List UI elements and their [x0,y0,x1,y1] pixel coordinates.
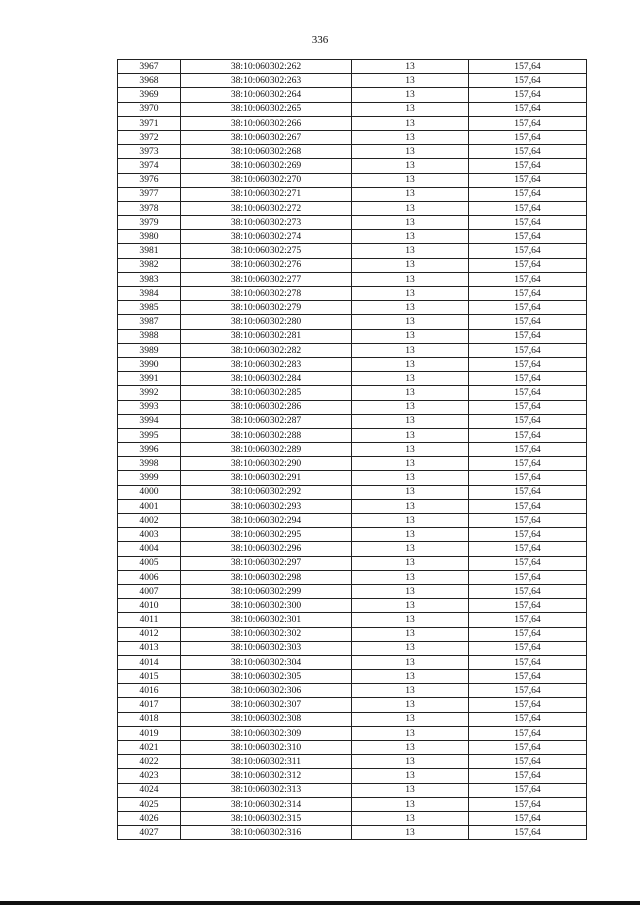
table-row [118,485,587,499]
row-number-cell: 4023 [118,769,181,783]
table-row [118,116,587,130]
table-row [118,514,587,528]
cadastral-number-cell: 38:10:060302:280 [181,315,352,329]
table-row [118,386,587,400]
row-number-cell: 3981 [118,244,181,258]
value-cell: 157,64 [469,811,587,825]
cadastral-number-cell: 38:10:060302:288 [181,428,352,442]
value-cell: 157,64 [469,414,587,428]
row-number-cell: 3983 [118,272,181,286]
row-number-cell: 3970 [118,102,181,116]
cadastral-number-cell: 38:10:060302:306 [181,684,352,698]
cadastral-number-cell: 38:10:060302:273 [181,216,352,230]
value-cell: 157,64 [469,230,587,244]
value-cell: 157,64 [469,514,587,528]
cadastral-number-cell: 38:10:060302:284 [181,372,352,386]
value-cell: 157,64 [469,584,587,598]
cadastral-number-cell: 38:10:060302:303 [181,641,352,655]
table-row [118,627,587,641]
table-row [118,499,587,513]
scan-edge [0,901,640,905]
value-cell: 157,64 [469,457,587,471]
count-cell: 13 [352,301,469,315]
row-number-cell: 3982 [118,258,181,272]
cadastral-number-cell: 38:10:060302:286 [181,400,352,414]
row-number-cell: 4004 [118,542,181,556]
table-row [118,244,587,258]
row-number-cell: 4025 [118,797,181,811]
row-number-cell: 4001 [118,499,181,513]
table-row [118,74,587,88]
count-cell: 13 [352,400,469,414]
count-cell: 13 [352,130,469,144]
count-cell: 13 [352,74,469,88]
count-cell: 13 [352,556,469,570]
row-number-cell: 4022 [118,755,181,769]
count-cell: 13 [352,443,469,457]
cadastral-number-cell: 38:10:060302:263 [181,74,352,88]
table-row [118,357,587,371]
cadastral-number-cell: 38:10:060302:290 [181,457,352,471]
value-cell: 157,64 [469,287,587,301]
cadastral-number-cell: 38:10:060302:265 [181,102,352,116]
cadastral-number-cell: 38:10:060302:262 [181,60,352,74]
table-row [118,797,587,811]
cadastral-number-cell: 38:10:060302:301 [181,613,352,627]
count-cell: 13 [352,655,469,669]
table-row [118,783,587,797]
table-row [118,599,587,613]
row-number-cell: 3984 [118,287,181,301]
row-number-cell: 3998 [118,457,181,471]
row-number-cell: 4005 [118,556,181,570]
value-cell: 157,64 [469,272,587,286]
table-row [118,130,587,144]
row-number-cell: 3971 [118,116,181,130]
count-cell: 13 [352,428,469,442]
value-cell: 157,64 [469,88,587,102]
value-cell: 157,64 [469,386,587,400]
cadastral-table [117,59,587,840]
table-row [118,471,587,485]
count-cell: 13 [352,599,469,613]
cadastral-number-cell: 38:10:060302:285 [181,386,352,400]
cadastral-number-cell: 38:10:060302:295 [181,528,352,542]
count-cell: 13 [352,670,469,684]
table-row [118,145,587,159]
page-number: 336 [311,34,329,46]
row-number-cell: 3990 [118,357,181,371]
row-number-cell: 4024 [118,783,181,797]
value-cell: 157,64 [469,329,587,343]
count-cell: 13 [352,542,469,556]
cadastral-number-cell: 38:10:060302:305 [181,670,352,684]
count-cell: 13 [352,88,469,102]
count-cell: 13 [352,414,469,428]
count-cell: 13 [352,471,469,485]
count-cell: 13 [352,797,469,811]
row-number-cell: 3992 [118,386,181,400]
row-number-cell: 4017 [118,698,181,712]
cadastral-number-cell: 38:10:060302:299 [181,584,352,598]
table-row [118,641,587,655]
count-cell: 13 [352,570,469,584]
value-cell: 157,64 [469,216,587,230]
count-cell: 13 [352,159,469,173]
table-row [118,570,587,584]
row-number-cell: 4011 [118,613,181,627]
value-cell: 157,64 [469,698,587,712]
value-cell: 157,64 [469,485,587,499]
value-cell: 157,64 [469,528,587,542]
count-cell: 13 [352,258,469,272]
count-cell: 13 [352,329,469,343]
cadastral-number-cell: 38:10:060302:272 [181,201,352,215]
table-row [118,60,587,74]
count-cell: 13 [352,499,469,513]
table-row [118,826,587,840]
table-row [118,173,587,187]
table-row [118,811,587,825]
value-cell: 157,64 [469,769,587,783]
row-number-cell: 3999 [118,471,181,485]
cadastral-number-cell: 38:10:060302:304 [181,655,352,669]
cadastral-number-cell: 38:10:060302:287 [181,414,352,428]
value-cell: 157,64 [469,173,587,187]
row-number-cell: 3988 [118,329,181,343]
cadastral-number-cell: 38:10:060302:279 [181,301,352,315]
row-number-cell: 4018 [118,712,181,726]
value-cell: 157,64 [469,684,587,698]
count-cell: 13 [352,528,469,542]
cadastral-number-cell: 38:10:060302:292 [181,485,352,499]
value-cell: 157,64 [469,741,587,755]
count-cell: 13 [352,216,469,230]
count-cell: 13 [352,116,469,130]
count-cell: 13 [352,726,469,740]
row-number-cell: 4026 [118,811,181,825]
cadastral-number-cell: 38:10:060302:300 [181,599,352,613]
table-row [118,457,587,471]
cadastral-number-cell: 38:10:060302:314 [181,797,352,811]
row-number-cell: 4014 [118,655,181,669]
cadastral-number-cell: 38:10:060302:282 [181,343,352,357]
value-cell: 157,64 [469,116,587,130]
table-row [118,670,587,684]
cadastral-number-cell: 38:10:060302:275 [181,244,352,258]
table-row [118,88,587,102]
row-number-cell: 3967 [118,60,181,74]
row-number-cell: 4019 [118,726,181,740]
cadastral-number-cell: 38:10:060302:281 [181,329,352,343]
cadastral-number-cell: 38:10:060302:270 [181,173,352,187]
row-number-cell: 4010 [118,599,181,613]
value-cell: 157,64 [469,670,587,684]
count-cell: 13 [352,826,469,840]
cadastral-number-cell: 38:10:060302:278 [181,287,352,301]
table-row [118,584,587,598]
count-cell: 13 [352,60,469,74]
count-cell: 13 [352,627,469,641]
value-cell: 157,64 [469,130,587,144]
value-cell: 157,64 [469,499,587,513]
value-cell: 157,64 [469,826,587,840]
row-number-cell: 3991 [118,372,181,386]
row-number-cell: 4002 [118,514,181,528]
cadastral-number-cell: 38:10:060302:294 [181,514,352,528]
table-row [118,329,587,343]
cadastral-number-cell: 38:10:060302:267 [181,130,352,144]
value-cell: 157,64 [469,712,587,726]
table-row [118,726,587,740]
value-cell: 157,64 [469,542,587,556]
count-cell: 13 [352,272,469,286]
value-cell: 157,64 [469,60,587,74]
count-cell: 13 [352,343,469,357]
cadastral-number-cell: 38:10:060302:296 [181,542,352,556]
value-cell: 157,64 [469,372,587,386]
cadastral-number-cell: 38:10:060302:312 [181,769,352,783]
table-row [118,712,587,726]
row-number-cell: 4016 [118,684,181,698]
row-number-cell: 3968 [118,74,181,88]
row-number-cell: 4027 [118,826,181,840]
count-cell: 13 [352,783,469,797]
value-cell: 157,64 [469,443,587,457]
table-row [118,201,587,215]
value-cell: 157,64 [469,201,587,215]
row-number-cell: 3994 [118,414,181,428]
value-cell: 157,64 [469,556,587,570]
cadastral-number-cell: 38:10:060302:315 [181,811,352,825]
cadastral-number-cell: 38:10:060302:297 [181,556,352,570]
value-cell: 157,64 [469,74,587,88]
count-cell: 13 [352,698,469,712]
cadastral-number-cell: 38:10:060302:266 [181,116,352,130]
count-cell: 13 [352,386,469,400]
count-cell: 13 [352,244,469,258]
row-number-cell: 3974 [118,159,181,173]
row-number-cell: 3972 [118,130,181,144]
row-number-cell: 4012 [118,627,181,641]
table-row [118,372,587,386]
table-row [118,556,587,570]
cadastral-number-cell: 38:10:060302:269 [181,159,352,173]
row-number-cell: 3979 [118,216,181,230]
value-cell: 157,64 [469,102,587,116]
count-cell: 13 [352,514,469,528]
table-row [118,755,587,769]
table-row [118,428,587,442]
value-cell: 157,64 [469,159,587,173]
cadastral-number-cell: 38:10:060302:276 [181,258,352,272]
cadastral-number-cell: 38:10:060302:264 [181,88,352,102]
table-row [118,528,587,542]
count-cell: 13 [352,287,469,301]
count-cell: 13 [352,684,469,698]
row-number-cell: 3969 [118,88,181,102]
row-number-cell: 3996 [118,443,181,457]
value-cell: 157,64 [469,599,587,613]
value-cell: 157,64 [469,244,587,258]
table-row [118,684,587,698]
table-row [118,655,587,669]
table-row [118,542,587,556]
value-cell: 157,64 [469,187,587,201]
row-number-cell: 4003 [118,528,181,542]
count-cell: 13 [352,457,469,471]
table-row [118,741,587,755]
cadastral-number-cell: 38:10:060302:310 [181,741,352,755]
table-row [118,443,587,457]
count-cell: 13 [352,613,469,627]
row-number-cell: 3993 [118,400,181,414]
table-row [118,187,587,201]
table-row [118,343,587,357]
count-cell: 13 [352,357,469,371]
table-row [118,159,587,173]
row-number-cell: 4021 [118,741,181,755]
cadastral-number-cell: 38:10:060302:316 [181,826,352,840]
cadastral-number-cell: 38:10:060302:274 [181,230,352,244]
count-cell: 13 [352,811,469,825]
cadastral-number-cell: 38:10:060302:308 [181,712,352,726]
count-cell: 13 [352,201,469,215]
count-cell: 13 [352,145,469,159]
count-cell: 13 [352,584,469,598]
table-row [118,400,587,414]
count-cell: 13 [352,187,469,201]
cadastral-number-cell: 38:10:060302:298 [181,570,352,584]
table-row [118,287,587,301]
cadastral-number-cell: 38:10:060302:277 [181,272,352,286]
value-cell: 157,64 [469,301,587,315]
row-number-cell: 4007 [118,584,181,598]
cadastral-number-cell: 38:10:060302:293 [181,499,352,513]
value-cell: 157,64 [469,471,587,485]
table-row [118,216,587,230]
row-number-cell: 3985 [118,301,181,315]
value-cell: 157,64 [469,797,587,811]
value-cell: 157,64 [469,613,587,627]
row-number-cell: 3977 [118,187,181,201]
value-cell: 157,64 [469,627,587,641]
cadastral-number-cell: 38:10:060302:309 [181,726,352,740]
value-cell: 157,64 [469,357,587,371]
count-cell: 13 [352,641,469,655]
cadastral-number-cell: 38:10:060302:307 [181,698,352,712]
table-row [118,258,587,272]
table-row [118,414,587,428]
row-number-cell: 4015 [118,670,181,684]
row-number-cell: 3976 [118,173,181,187]
value-cell: 157,64 [469,400,587,414]
cadastral-number-cell: 38:10:060302:291 [181,471,352,485]
count-cell: 13 [352,755,469,769]
value-cell: 157,64 [469,570,587,584]
count-cell: 13 [352,372,469,386]
row-number-cell: 3980 [118,230,181,244]
row-number-cell: 3973 [118,145,181,159]
value-cell: 157,64 [469,343,587,357]
value-cell: 157,64 [469,783,587,797]
table-row [118,698,587,712]
count-cell: 13 [352,102,469,116]
value-cell: 157,64 [469,755,587,769]
cadastral-number-cell: 38:10:060302:271 [181,187,352,201]
cadastral-number-cell: 38:10:060302:313 [181,783,352,797]
value-cell: 157,64 [469,641,587,655]
value-cell: 157,64 [469,145,587,159]
table-row [118,301,587,315]
table-body [118,60,587,840]
table-row [118,315,587,329]
count-cell: 13 [352,230,469,244]
row-number-cell: 3987 [118,315,181,329]
cadastral-number-cell: 38:10:060302:289 [181,443,352,457]
value-cell: 157,64 [469,655,587,669]
value-cell: 157,64 [469,428,587,442]
table-row [118,102,587,116]
row-number-cell: 4006 [118,570,181,584]
count-cell: 13 [352,173,469,187]
row-number-cell: 3995 [118,428,181,442]
cadastral-number-cell: 38:10:060302:302 [181,627,352,641]
count-cell: 13 [352,712,469,726]
count-cell: 13 [352,315,469,329]
count-cell: 13 [352,485,469,499]
row-number-cell: 4000 [118,485,181,499]
cadastral-number-cell: 38:10:060302:283 [181,357,352,371]
row-number-cell: 3978 [118,201,181,215]
count-cell: 13 [352,741,469,755]
value-cell: 157,64 [469,315,587,329]
table-row [118,230,587,244]
row-number-cell: 3989 [118,343,181,357]
value-cell: 157,64 [469,726,587,740]
value-cell: 157,64 [469,258,587,272]
cadastral-number-cell: 38:10:060302:268 [181,145,352,159]
table-row [118,272,587,286]
table-row [118,613,587,627]
cadastral-number-cell: 38:10:060302:311 [181,755,352,769]
count-cell: 13 [352,769,469,783]
table-row [118,769,587,783]
row-number-cell: 4013 [118,641,181,655]
